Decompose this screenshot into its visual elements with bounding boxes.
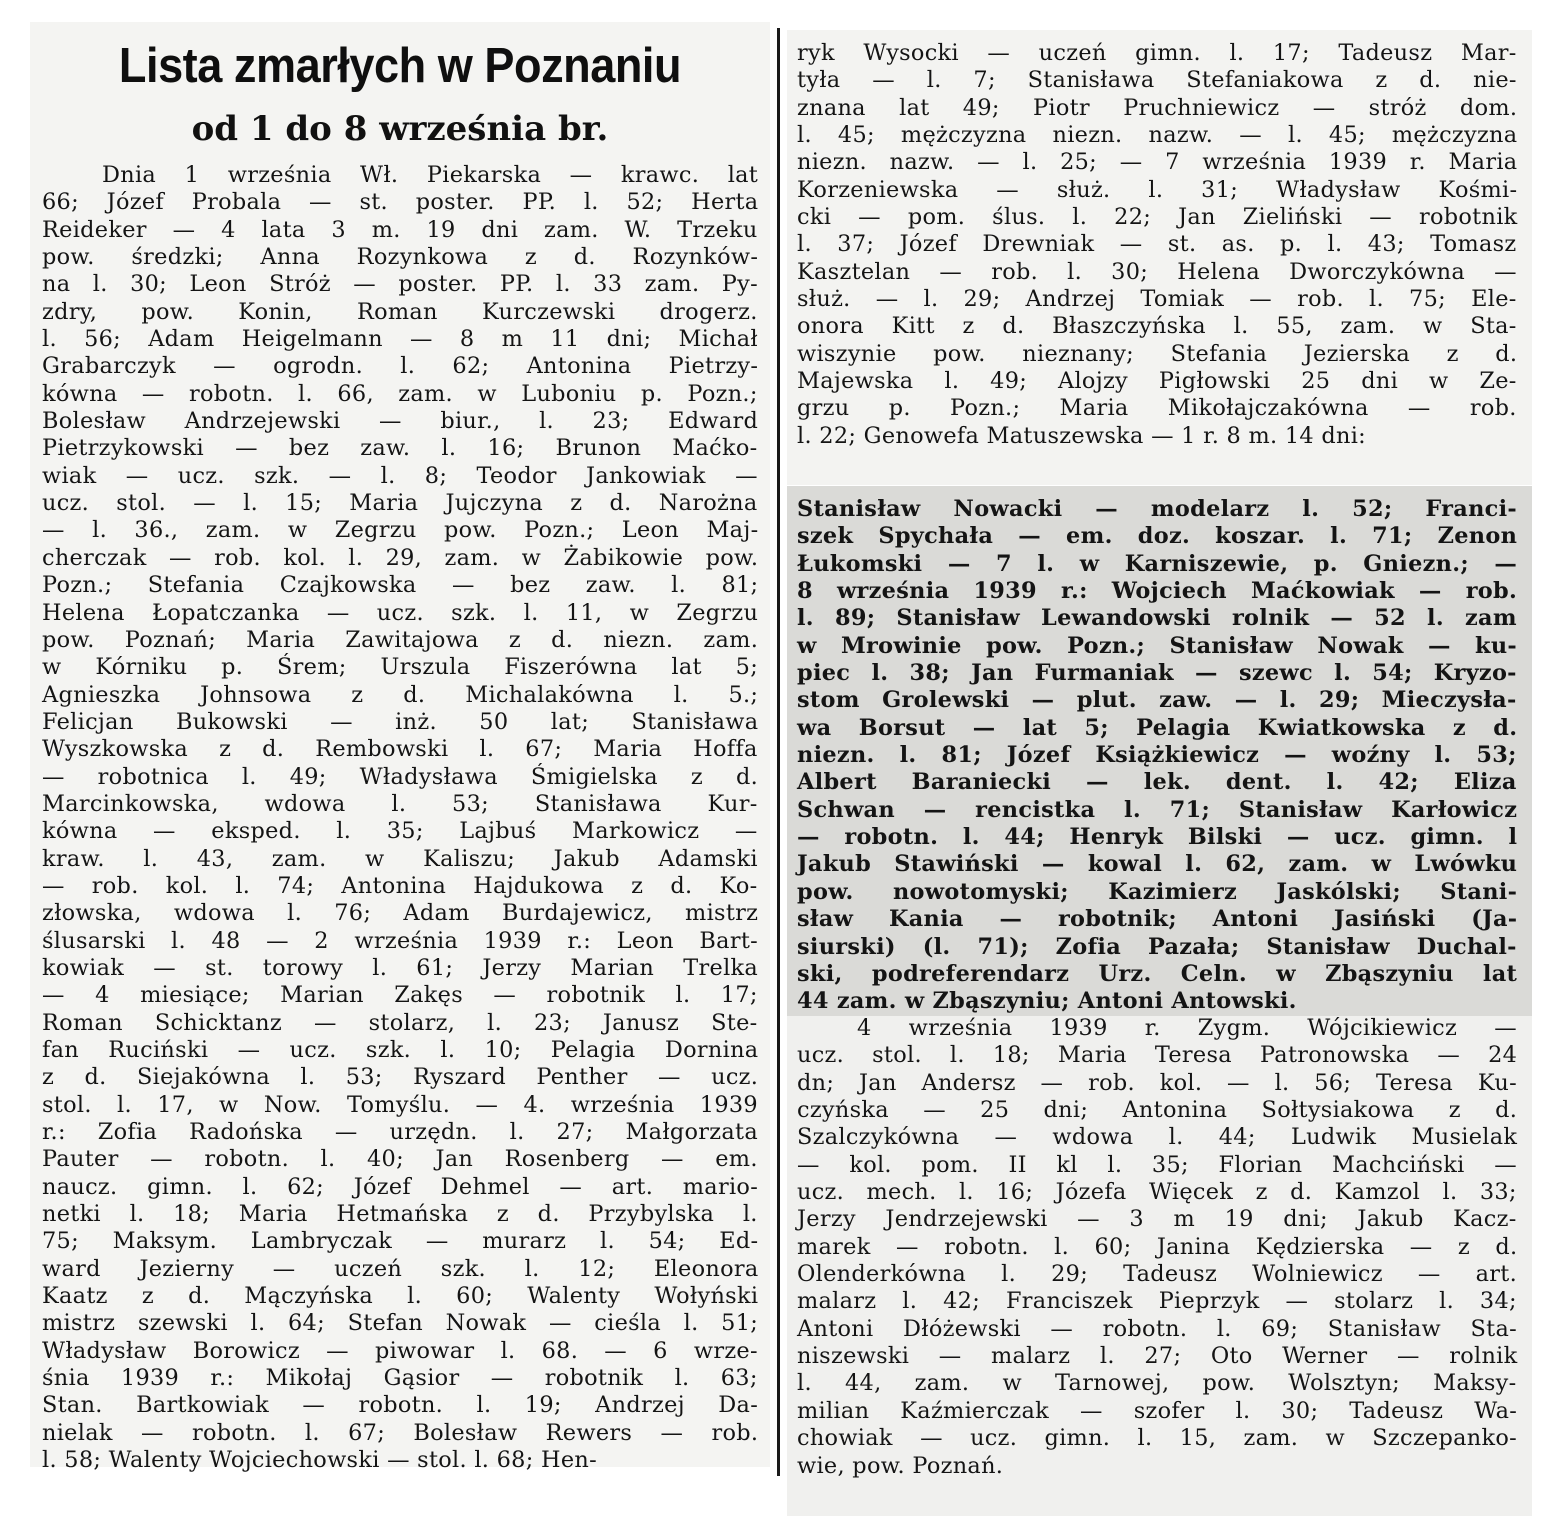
text-line: 44 zam. w Zbąszyniu; Antoni Antowski. bbox=[797, 988, 1297, 1015]
text-line: czyńska — 25 dni; Antonina Sołtysiakowa z d. bbox=[797, 1097, 1518, 1124]
text-line: kówna — robotn. l. 66, zam. w Luboniu p. Pozn.; bbox=[42, 380, 758, 407]
text-line: mistrz szewski l. 64; Stefan Nowak — cieśla l. 51; bbox=[42, 1310, 759, 1337]
text-line: grzu p. Pozn.; Maria Mikołajczakówna — rob. bbox=[797, 395, 1517, 422]
text-line: — robotnica l. 49; Władysława Śmigielska z d. bbox=[42, 763, 758, 790]
text-line: niezn. nazw. — l. 25; — 7 września 1939 r. Maria bbox=[797, 149, 1518, 176]
text-line: chowiak — ucz. gimn. l. 15, zam. w Szczepanko- bbox=[797, 1425, 1517, 1452]
text-line: fan Ruciński — ucz. szk. l. 10; Pelagia Dornina bbox=[42, 1037, 759, 1063]
text-line: l. 37; Józef Drewniak — st. as. p. l. 43; Tomasz bbox=[797, 231, 1517, 258]
text-line: Wyszkowska z d. Rembowski l. 67; Maria Hoffa bbox=[42, 736, 758, 763]
text-line: 4 września 1939 r. Zygm. Wójcikiewicz — bbox=[857, 1015, 1517, 1041]
text-line: Kaatz z d. Mączyńska l. 60; Walenty Wołyński bbox=[42, 1283, 759, 1310]
text-line: l. 45; mężczyzna niezn. nazw. — l. 45; mężczyzna bbox=[797, 122, 1518, 149]
text-line: ski, podreferendarz Urz. Celn. w Zbąszyniu lat bbox=[797, 960, 1518, 987]
text-line: Stan. Bartkowiak — robotn. l. 19; Andrzej Da- bbox=[42, 1392, 759, 1419]
text-line: Olenderkówna l. 29; Tadeusz Wolniewicz — art. bbox=[797, 1261, 1518, 1288]
text-line: szek Spychała — em. doz. koszar. l. 71; Zenon bbox=[797, 523, 1518, 550]
text-line: kówna — eksped. l. 35; Lajbuś Markowicz — bbox=[42, 818, 758, 845]
text-line: Pauter — robotn. l. 40; Jan Rosenberg — em. bbox=[42, 1146, 758, 1173]
right-column-bottom-text bbox=[797, 1015, 1517, 1480]
text-line: Schwan — rencistka l. 71; Stanisław Karłowicz bbox=[797, 796, 1518, 823]
text-line: stol. l. 17, w Now. Tomyślu. — 4. września 1939 bbox=[42, 1091, 758, 1118]
text-line: złowska, wdowa l. 76; Adam Burdajewicz, mistrz bbox=[42, 900, 759, 927]
text-line: siurski) (l. 71); Zofia Pazała; Stanisław Duchal- bbox=[797, 933, 1517, 960]
text-line: zdry, pow. Konin, Roman Kurczewski drogerz. bbox=[42, 298, 758, 325]
text-line: Kasztelan — rob. l. 30; Helena Dworczykówna — bbox=[797, 258, 1517, 285]
text-line: onora Kitt z d. Błaszczyńska l. 55, zam. w Sta- bbox=[797, 313, 1517, 340]
text-line: pow. średzki; Anna Rozynkowa z d. Rozynków- bbox=[42, 244, 759, 271]
text-line: milian Kaźmierczak — szofer l. 30; Tadeusz Wa- bbox=[797, 1397, 1518, 1424]
text-line: — rob. kol. l. 74; Antonina Hajdukowa z d. Ko- bbox=[42, 872, 758, 899]
text-line: malarz l. 42; Franciszek Pieprzyk — stolarz l. 34; bbox=[797, 1288, 1517, 1315]
text-line: sław Kania — robotnik; Antoni Jasiński (Ja- bbox=[797, 906, 1518, 933]
text-line: Pietrzykowski — bez zaw. l. 16; Brunon Maćko- bbox=[42, 435, 758, 462]
text-line: Szalczykówna — wdowa l. 44; Ludwik Musielak bbox=[797, 1124, 1518, 1151]
text-line: r.: Zofia Radońska — urzędn. l. 27; Małgorzata bbox=[42, 1119, 759, 1146]
text-line: Łukomski — 7 l. w Karniszewie, p. Gniezn.; — bbox=[797, 550, 1518, 577]
text-line: — robotn. l. 44; Henryk Bilski — ucz. gimn. l bbox=[797, 824, 1518, 851]
right-column bbox=[787, 0, 1532, 1527]
text-line: netki l. 18; Maria Hetmańska z d. Przybylska l. bbox=[42, 1201, 758, 1228]
text-line: niezn. l. 81; Józef Książkiewicz — woźny l. 53; bbox=[797, 742, 1517, 769]
text-line: Albert Baraniecki — lek. dent. l. 42; Eliza bbox=[797, 769, 1517, 796]
text-line: — 4 miesiące; Marian Zakęs — robotnik l. 17; bbox=[42, 982, 758, 1009]
text-line: l. 58; Walenty Wojciechowski — stol. l. 68; Hen- bbox=[42, 1447, 597, 1474]
text-line: na l. 30; Leon Stróż — poster. PP. l. 33 zam. Py- bbox=[42, 271, 758, 298]
text-line: ślusarski l. 48 — 2 września 1939 r.: Leon Bart- bbox=[42, 927, 758, 954]
text-line: kraw. l. 43, zam. w Kaliszu; Jakub Adamski bbox=[42, 845, 758, 872]
text-line: wa Borsut — lat 5; Pelagia Kwiatkowska z d. bbox=[797, 714, 1518, 741]
text-line: ward Jezierny — uczeń szk. l. 12; Eleonora bbox=[42, 1255, 759, 1282]
text-line: Felicjan Bukowski — inż. 50 lat; Stanisława bbox=[42, 708, 759, 735]
text-line: Jerzy Jendrzejewski — 3 m 19 dni; Jakub Kacz- bbox=[797, 1206, 1517, 1233]
text-line: Reideker — 4 lata 3 m. 19 dni zam. W. Trzeku bbox=[42, 216, 758, 243]
text-line: niszewski — malarz l. 27; Oto Werner — rolnik bbox=[797, 1343, 1518, 1370]
text-line: Dnia 1 września Wł. Piekarska — krawc. lat bbox=[102, 162, 759, 188]
text-line: służ. — l. 29; Andrzej Tomiak — rob. l. 75; Ele- bbox=[797, 286, 1517, 313]
left-column bbox=[30, 0, 770, 1480]
text-line: tyła — l. 7; Stanisława Stefaniakowa z d. nie- bbox=[797, 67, 1517, 94]
text-line: Bolesław Andrzejewski — biur., l. 23; Edward bbox=[42, 408, 759, 435]
text-line: Pozn.; Stefania Czajkowska — bez zaw. l. 81; bbox=[42, 572, 759, 599]
text-line: śnia 1939 r.: Mikołaj Gąsior — robotnik l. 63; bbox=[42, 1365, 758, 1392]
text-line: stom Grolewski — plut. zaw. — l. 29; Mieczysła- bbox=[797, 687, 1517, 714]
text-line: Korzeniewska — służ. l. 31; Władysław Kośmi- bbox=[797, 176, 1518, 203]
column-divider bbox=[777, 28, 780, 1476]
text-line: — kol. pom. II kl l. 35; Florian Machciński — bbox=[797, 1151, 1517, 1178]
text-line: Władysław Borowicz — piwowar l. 68. — 6 wrze- bbox=[42, 1337, 758, 1364]
text-line: ucz. stol. — l. 15; Maria Jujczyna z d. Narożna bbox=[42, 490, 758, 517]
text-line: wie, pow. Poznań. bbox=[797, 1452, 1004, 1479]
text-line: l. 22; Genowefa Matuszewska — 1 r. 8 m. 14 dni: bbox=[797, 422, 1367, 449]
text-line: l. 44, zam. w Tarnowej, pow. Wolsztyn; Maksy- bbox=[797, 1370, 1517, 1397]
text-line: kowiak — st. torowy l. 61; Jerzy Marian Trelka bbox=[42, 954, 759, 981]
text-line: 8 września 1939 r.: Wojciech Maćkowiak — rob. bbox=[797, 578, 1518, 605]
text-line: naucz. gimn. l. 62; Józef Dehmel — art. mario- bbox=[42, 1173, 759, 1200]
left-column-text bbox=[42, 162, 758, 1475]
text-line: l. 56; Adam Heigelmann — 8 m 11 dni; Michał bbox=[42, 326, 758, 353]
text-line: Stanisław Nowacki — modelarz l. 52; Franci- bbox=[797, 496, 1517, 522]
text-line: Antoni Dłóżewski — robotn. l. 69; Stanisław Sta- bbox=[797, 1315, 1517, 1342]
text-line: z d. Siejakówna l. 53; Ryszard Penther — ucz. bbox=[42, 1064, 759, 1091]
right-column-top-text bbox=[797, 40, 1517, 450]
text-line: w Mrowinie pow. Pozn.; Stanisław Nowak — ku- bbox=[797, 632, 1518, 659]
text-line: Roman Schicktanz — stolarz, l. 23; Janusz Ste- bbox=[42, 1009, 758, 1036]
text-line: — l. 36., zam. w Zegrzu pow. Pozn.; Leon Maj- bbox=[42, 517, 759, 544]
text-line: znana lat 49; Piotr Pruchniewicz — stróż dom. bbox=[797, 94, 1518, 121]
text-line: nielak — robotn. l. 67; Bolesław Rewers — rob. bbox=[42, 1419, 759, 1446]
text-line: Jakub Stawiński — kowal l. 62, zam. w Lwówku bbox=[797, 851, 1518, 878]
text-line: piec l. 38; Jan Furmaniak — szewc l. 54; Kryzo- bbox=[797, 660, 1517, 687]
text-line: Helena Łopatczanka — ucz. szk. l. 11, w Zegrzu bbox=[42, 599, 759, 626]
article-title: Lista zmarłych w Poznaniu bbox=[118, 39, 682, 93]
article-subtitle: od 1 do 8 września br. bbox=[191, 109, 609, 149]
text-line: 75; Maksym. Lambryczak — murarz l. 54; Ed- bbox=[42, 1228, 759, 1255]
text-line: ucz. mech. l. 16; Józefa Więcek z d. Kamzol l. 33; bbox=[797, 1179, 1517, 1206]
text-line: ryk Wysocki — uczeń gimn. l. 17; Tadeusz Mar- bbox=[797, 40, 1517, 66]
text-line: marek — robotn. l. 60; Janina Kędzierska — z d. bbox=[797, 1233, 1518, 1260]
text-line: ucz. stol. l. 18; Maria Teresa Patronowska — 24 bbox=[797, 1042, 1518, 1069]
text-line: 66; Józef Probala — st. poster. PP. l. 52; Herta bbox=[42, 189, 759, 216]
text-line: cki — pom. ślus. l. 22; Jan Zieliński — robotnik bbox=[797, 204, 1518, 231]
text-line: pow. nowotomyski; Kazimierz Jaskólski; Stani- bbox=[797, 878, 1518, 905]
text-line: Agnieszka Johnsowa z d. Michalakówna l. 5.; bbox=[42, 681, 759, 708]
text-line: Marcinkowska, wdowa l. 53; Stanisława Kur- bbox=[42, 790, 758, 817]
text-line: wiak — ucz. szk. — l. 8; Teodor Jankowiak — bbox=[42, 462, 758, 489]
right-column-middle-text bbox=[797, 496, 1517, 1016]
text-line: cherczak — rob. kol. l. 29, zam. w Żabikowie pow. bbox=[42, 544, 759, 571]
text-line: pow. Poznań; Maria Zawitajowa z d. niezn. zam. bbox=[42, 626, 759, 653]
text-line: Majewska l. 49; Alojzy Pigłowski 25 dni w Ze- bbox=[797, 368, 1517, 395]
text-line: dn; Jan Andersz — rob. kol. — l. 56; Teresa Ku- bbox=[797, 1069, 1517, 1096]
text-line: l. 89; Stanisław Lewandowski rolnik — 52 l. zam bbox=[797, 605, 1517, 632]
text-line: wiszynie pow. nieznany; Stefania Jezierska z d. bbox=[797, 340, 1518, 367]
text-line: w Kórniku p. Śrem; Urszula Fiszerówna lat 5; bbox=[42, 654, 759, 681]
text-line: Grabarczyk — ogrodn. l. 62; Antonina Pietrzy- bbox=[42, 353, 759, 380]
